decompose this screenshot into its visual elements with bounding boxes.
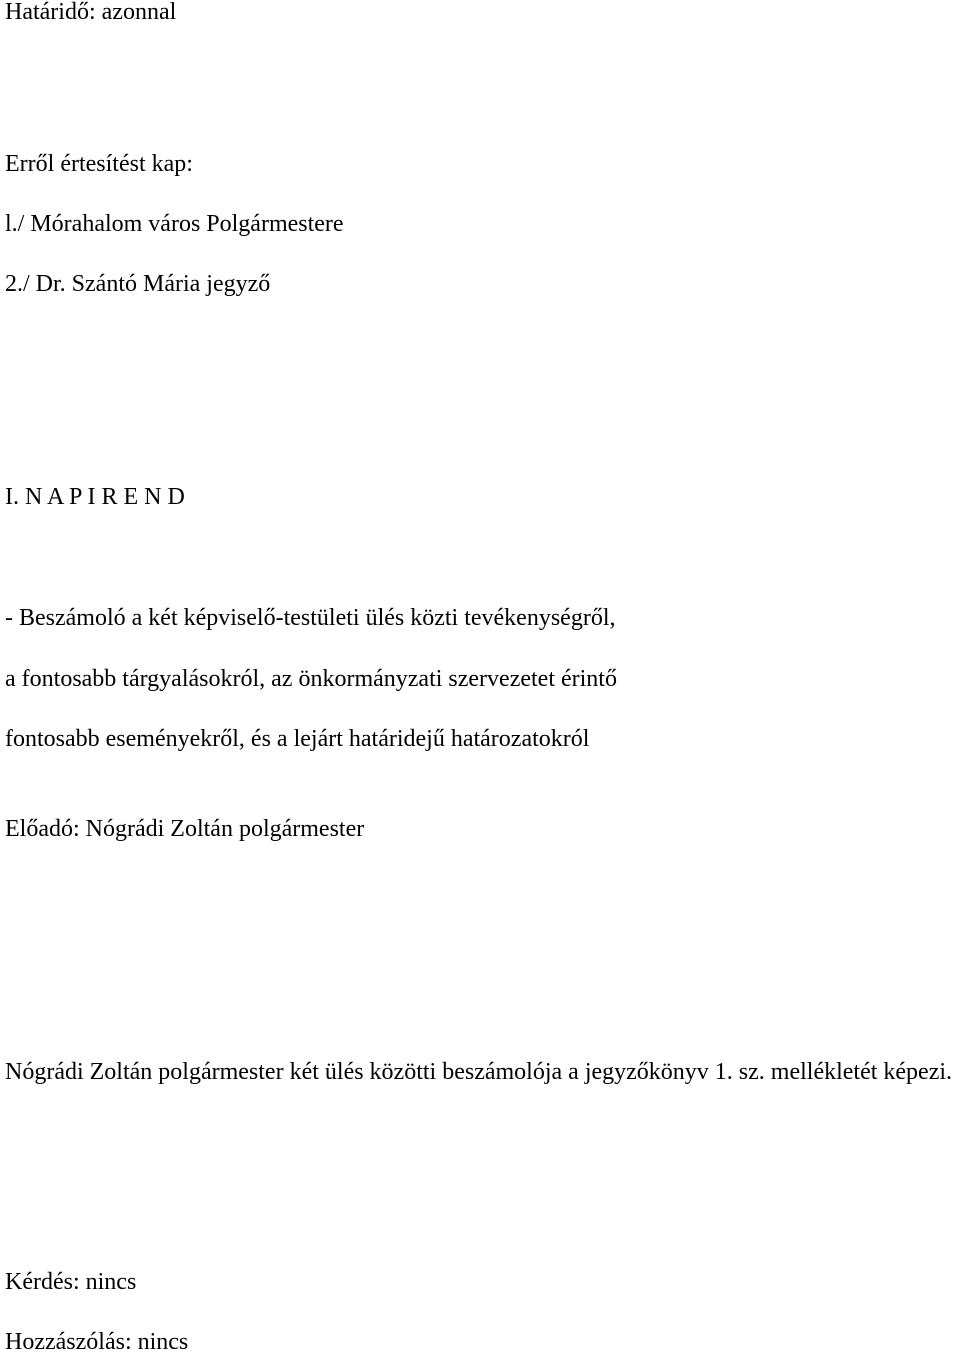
deadline-text: Határidő: azonnal [5, 0, 177, 25]
notify-heading: Erről értesítést kap: [5, 151, 193, 177]
comments-text: Hozzászólás: nincs [5, 1329, 189, 1355]
recipient-2: 2./ Dr. Szántó Mária jegyző [5, 271, 271, 297]
recipient-1: l./ Mórahalom város Polgármestere [5, 211, 344, 237]
questions-text: Kérdés: nincs [5, 1269, 137, 1295]
presenter-text: Előadó: Nógrádi Zoltán polgármester [5, 816, 365, 842]
agenda-heading: I. N A P I R E N D [5, 484, 185, 510]
agenda-line-2: a fontosabb tárgyalásokról, az önkormányzati szervezetet érintő [5, 666, 617, 692]
agenda-line-1: - Beszámoló a két képviselő-testületi ülés közti tevékenységről, [5, 605, 616, 631]
report-paragraph: Nógrádi Zoltán polgármester két ülés közötti beszámolója a jegyzőkönyv 1. sz. mellékletét képezi. [5, 1059, 953, 1085]
agenda-line-3: fontosabb eseményekről, és a lejárt határidejű határozatokról [5, 726, 590, 752]
